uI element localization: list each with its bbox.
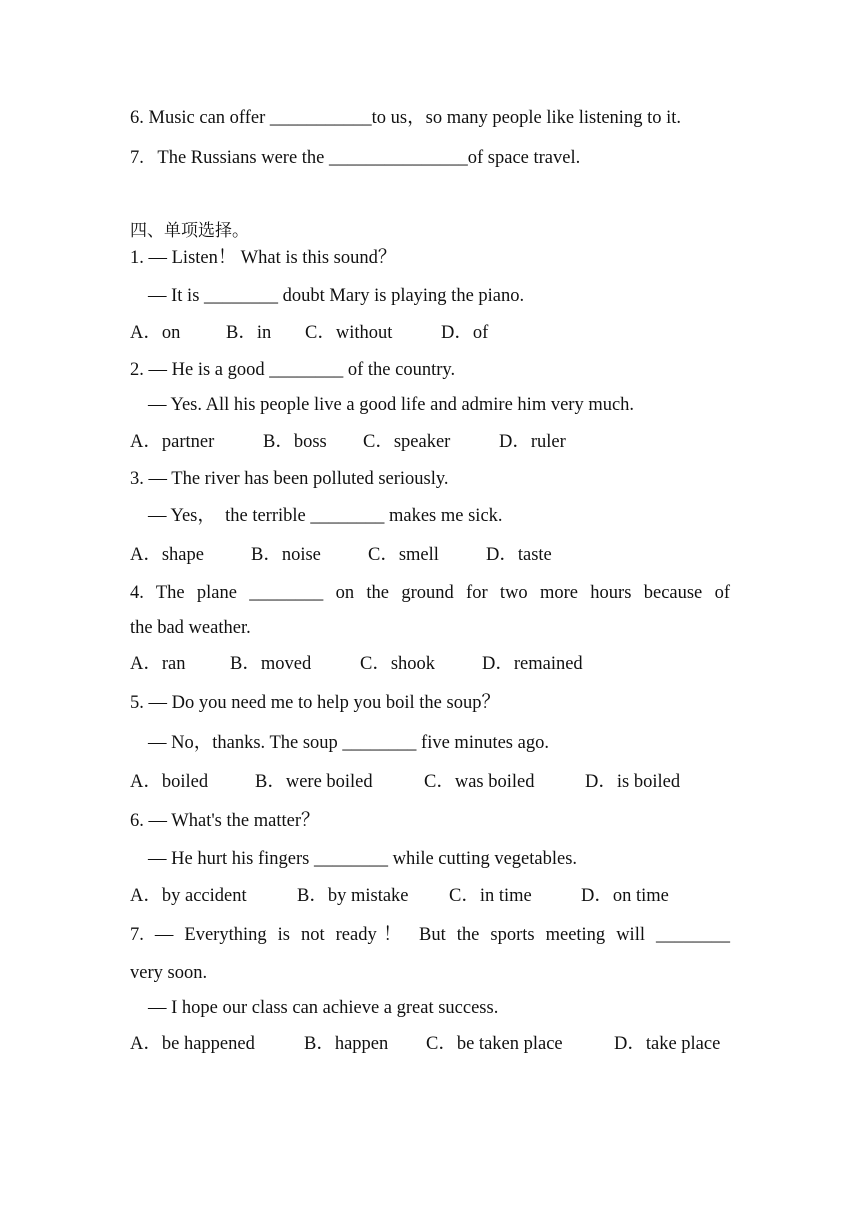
option-b: B．were boiled: [255, 772, 373, 792]
question-1-response: — It is ________ doubt Mary is playing the piano.: [148, 286, 525, 306]
option-a: A．by accident: [130, 886, 247, 906]
option-c: C．was boiled: [424, 772, 535, 792]
option-c: C．without: [305, 323, 393, 343]
option-c: C．smell: [368, 545, 439, 565]
fill-blank-question-7: 7. The Russians were the _______________of space travel.: [130, 148, 581, 168]
section-heading: 四、单项选择。: [130, 221, 249, 241]
option-a: A．partner: [130, 432, 215, 452]
question-6-response: — He hurt his fingers ________ while cutting vegetables.: [148, 849, 578, 869]
option-d: D．is boiled: [585, 772, 681, 792]
option-b: B．noise: [251, 545, 321, 565]
question-7-response: — I hope our class can achieve a great success.: [148, 998, 499, 1018]
question-7-continuation: very soon.: [130, 963, 208, 983]
option-b: B．moved: [230, 654, 312, 674]
option-d: D．taste: [486, 545, 552, 565]
question-7-options: [130, 1033, 721, 1165]
question-7-prompt: 7. — Everything is not ready！ But the sports meeting will ________: [130, 925, 730, 945]
option-c: C．speaker: [363, 432, 451, 452]
option-b: B．boss: [263, 432, 327, 452]
option-b: B．by mistake: [297, 886, 409, 906]
option-c: C．shook: [360, 654, 436, 674]
option-a: A．on: [130, 323, 181, 343]
option-c: C．in time: [449, 886, 532, 906]
option-d: D．remained: [482, 654, 583, 674]
question-2-response: — Yes. All his people live a good life and admire him very much.: [148, 395, 635, 415]
question-4-continuation: the bad weather.: [130, 618, 251, 638]
option-d: D．take place: [614, 1034, 721, 1054]
option-a: A．shape: [130, 545, 204, 565]
question-2-prompt: 2. — He is a good ________ of the country.: [130, 360, 456, 380]
question-5-prompt: 5. — Do you need me to help you boil the soup？: [130, 693, 500, 713]
option-b: B．happen: [304, 1034, 389, 1054]
option-a: A．be happened: [130, 1034, 255, 1054]
fill-blank-question-6: 6. Music can offer ___________to us，so many people like listening to it.: [130, 108, 681, 128]
question-3-prompt: 3. — The river has been polluted seriously.: [130, 469, 449, 489]
question-3-response: — Yes， the terrible ________ makes me sick.: [148, 506, 503, 526]
question-1-prompt: 1. — Listen！ What is this sound？: [130, 248, 397, 268]
question-6-prompt: 6. — What's the matter？: [130, 811, 320, 831]
option-b: B．in: [226, 323, 272, 343]
option-d: D．on time: [581, 886, 669, 906]
option-a: A．ran: [130, 654, 186, 674]
option-c: C．be taken place: [426, 1034, 563, 1054]
option-d: D．ruler: [499, 432, 566, 452]
option-d: D．of: [441, 323, 489, 343]
question-5-response: — No，thanks. The soup ________ five minutes ago.: [148, 733, 549, 753]
question-4-prompt: 4. The plane ________ on the ground for two more hours because of: [130, 583, 730, 603]
option-a: A．boiled: [130, 772, 209, 792]
